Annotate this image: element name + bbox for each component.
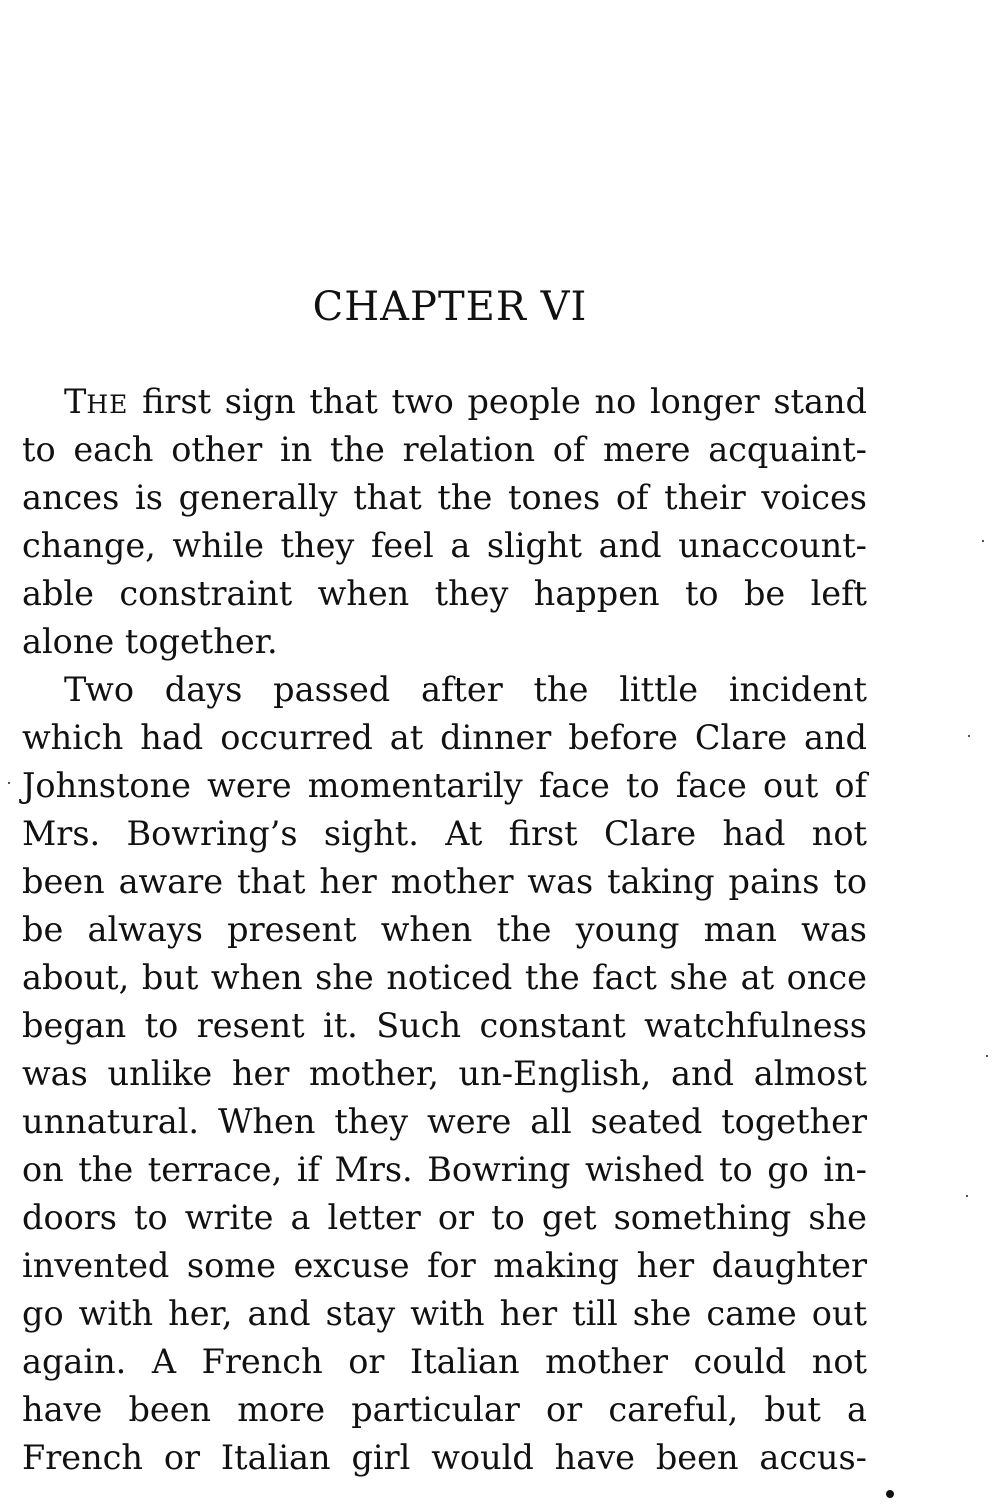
text-line: doors to write a letter or to get something she	[22, 1198, 867, 1237]
text-line: be always present when the young man was	[22, 910, 867, 949]
text-line: was unlike her mother, un-English, and almost	[22, 1054, 867, 1093]
text-line: French or Italian girl would have been accus-	[22, 1438, 867, 1477]
text-line: go with her, and stay with her till she came out	[22, 1294, 867, 1333]
text-line: which had occurred at dinner before Clare and	[22, 718, 867, 757]
text-line: Mrs. Bowring’s sight. At first Clare had not	[22, 814, 867, 853]
paper-speck	[986, 1055, 988, 1057]
chapter-title: CHAPTER VI	[312, 284, 588, 330]
text-line: ances is generally that the tones of their voices	[22, 478, 867, 517]
text-line: Johnstone were momentarily face to face out of	[22, 766, 867, 805]
text-line: change, while they feel a slight and unaccount-	[22, 526, 867, 565]
text-line: invented some excuse for making her daughter	[22, 1246, 867, 1285]
text-line-content: first sign that two people no longer stand	[128, 382, 867, 421]
paper-speck	[8, 782, 10, 784]
text-line: to each other in the relation of mere acquaint-	[22, 430, 867, 469]
text-line: about, but when she noticed the fact she at once	[22, 958, 867, 997]
text-line: been aware that her mother was taking pains to	[22, 862, 867, 901]
text-line: on the terrace, if Mrs. Bowring wished to go in-	[22, 1150, 867, 1189]
text-line: again. A French or Italian mother could not	[22, 1342, 867, 1381]
smallcaps-lead-initial: T	[64, 382, 87, 421]
text-line: unnatural. When they were all seated together	[22, 1102, 867, 1141]
text-line: alone together.	[22, 622, 278, 661]
text-line	[22, 378, 867, 426]
paper-speck	[968, 735, 970, 737]
smallcaps-lead-rest: HE	[86, 390, 129, 419]
ink-dot	[886, 1490, 894, 1498]
paper-speck	[982, 540, 984, 542]
text-line: Two days passed after the little incident	[64, 670, 867, 709]
body-text	[22, 378, 867, 1482]
text-line: began to resent it. Such constant watchfulness	[22, 1006, 867, 1045]
paper-speck	[966, 1195, 968, 1197]
text-line: have been more particular or careful, but a	[22, 1390, 867, 1429]
text-line: able constraint when they happen to be left	[22, 574, 867, 613]
